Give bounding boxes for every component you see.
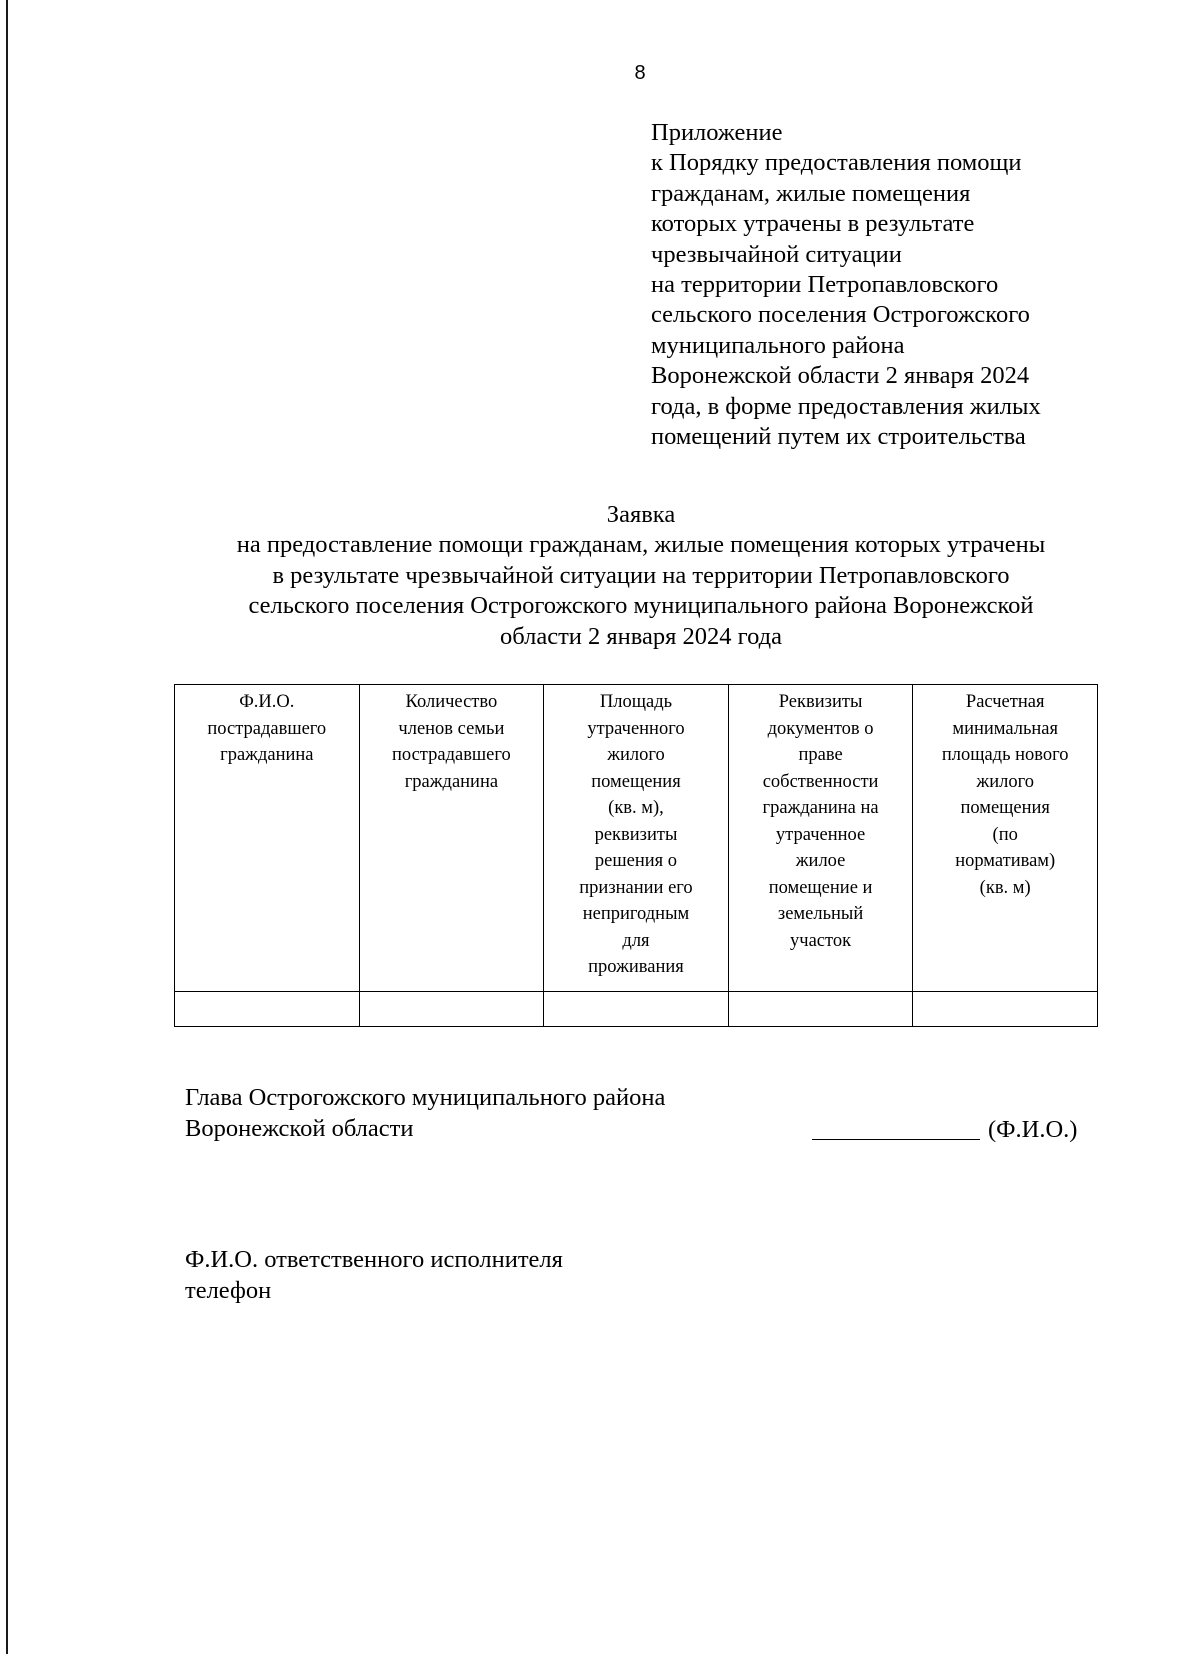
form-subtitle-line: на предоставление помощи гражданам, жилые помещения которых утрачены (236, 531, 1046, 558)
column-header-line: (по (992, 824, 1018, 845)
column-header-line: проживания (588, 957, 684, 977)
appendix-line: на территории Петропавловского (651, 271, 999, 299)
appendix-line: года, в форме предоставления жилых (651, 392, 1041, 420)
column-header-line: пострадавшего (207, 718, 327, 739)
column-header-line: признании его (579, 877, 693, 898)
column-header-line: праве (798, 745, 843, 765)
appendix-line: помещений путем их строительства (651, 423, 1026, 451)
form-subtitle-line: области 2 января 2024 года (500, 622, 782, 650)
column-header-line: жилое (795, 851, 846, 871)
application-table (174, 684, 1098, 1027)
column-header-line: непригодным (582, 904, 690, 924)
column-header-line: для (622, 930, 650, 951)
table-cell-new-area (913, 992, 1098, 1027)
executor-phone-label: телефон (185, 1277, 272, 1304)
column-header-line: помещения (960, 798, 1050, 818)
column-header-line: жилого (976, 771, 1034, 792)
appendix-header (651, 118, 1121, 452)
column-header-line: гражданина (220, 745, 314, 765)
column-header-line: помещение и (768, 877, 873, 898)
appendix-line: которых утрачены в результате (651, 210, 975, 238)
signature-blank-line (812, 1139, 980, 1140)
appendix-line: сельского поселения Острогожского (651, 301, 1030, 329)
column-header-line: нормативам) (955, 851, 1056, 871)
appendix-line: Воронежской области 2 января 2024 (651, 362, 1030, 390)
appendix-line: гражданам, жилые помещения (651, 179, 971, 207)
column-header-line: Площадь (599, 692, 673, 712)
table-cell-ownership-documents (728, 992, 913, 1027)
column-header-line: членов семьи (398, 718, 505, 739)
column-header-line: участок (790, 930, 852, 951)
column-header-line: Ф.И.О. (239, 692, 295, 712)
column-header-line: Реквизиты (778, 692, 863, 712)
signatory-title-line: Воронежской области (185, 1115, 414, 1142)
signature-fio-label: (Ф.И.О.) (988, 1116, 1078, 1143)
column-header-line: жилого (607, 745, 665, 765)
column-header-line: решения о (594, 851, 678, 871)
signatory-title-line: Глава Острогожского муниципального района (185, 1084, 666, 1111)
column-header-line: (кв. м), (608, 798, 664, 818)
column-header-family-members (359, 685, 544, 992)
form-subtitle-line: сельского поселения Острогожского муниципального района Воронежской (248, 592, 1034, 619)
table-row (175, 992, 1098, 1027)
table-cell-fio (175, 992, 360, 1027)
scan-page-edge (6, 0, 8, 1654)
column-header-line: утраченного (587, 718, 685, 739)
column-header-line: площадь нового (941, 745, 1069, 765)
column-header-line: минимальная (952, 718, 1059, 739)
form-subtitle (170, 530, 1112, 652)
form-subtitle-line: в результате чрезвычайной ситуации на территории Петропавловского (272, 561, 1010, 589)
column-header-line: гражданина на (762, 798, 879, 818)
table-cell-lost-area (544, 992, 729, 1027)
column-header-line: Количество (405, 692, 498, 712)
column-header-line: утраченное (775, 824, 866, 845)
appendix-line: муниципального района (651, 331, 905, 359)
appendix-line: чрезвычайной ситуации (651, 240, 902, 268)
column-header-lost-area (544, 685, 729, 992)
page-number: 8 (634, 62, 646, 84)
column-header-line: земельный (777, 904, 864, 924)
form-title: Заявка (606, 501, 676, 528)
column-header-line: пострадавшего (391, 745, 511, 765)
table-header-row (175, 685, 1098, 992)
column-header-fio (175, 685, 360, 992)
column-header-ownership-documents (728, 685, 913, 992)
appendix-line: Приложение (651, 119, 783, 146)
table-cell-family-members (359, 992, 544, 1027)
column-header-line: документов о (767, 718, 874, 739)
column-header-line: собственности (762, 771, 879, 792)
executor-block (185, 1244, 563, 1306)
column-header-line: (кв. м) (979, 877, 1031, 898)
column-header-line: гражданина (404, 771, 499, 792)
column-header-line: реквизиты (594, 824, 678, 845)
column-header-line: Расчетная (965, 692, 1045, 712)
column-header-line: помещения (591, 771, 681, 792)
signature-block (185, 1082, 1105, 1144)
executor-name-label: Ф.И.О. ответственного исполнителя (185, 1246, 563, 1273)
appendix-line: к Порядку предоставления помощи (651, 149, 1022, 177)
column-header-new-area (913, 685, 1098, 992)
